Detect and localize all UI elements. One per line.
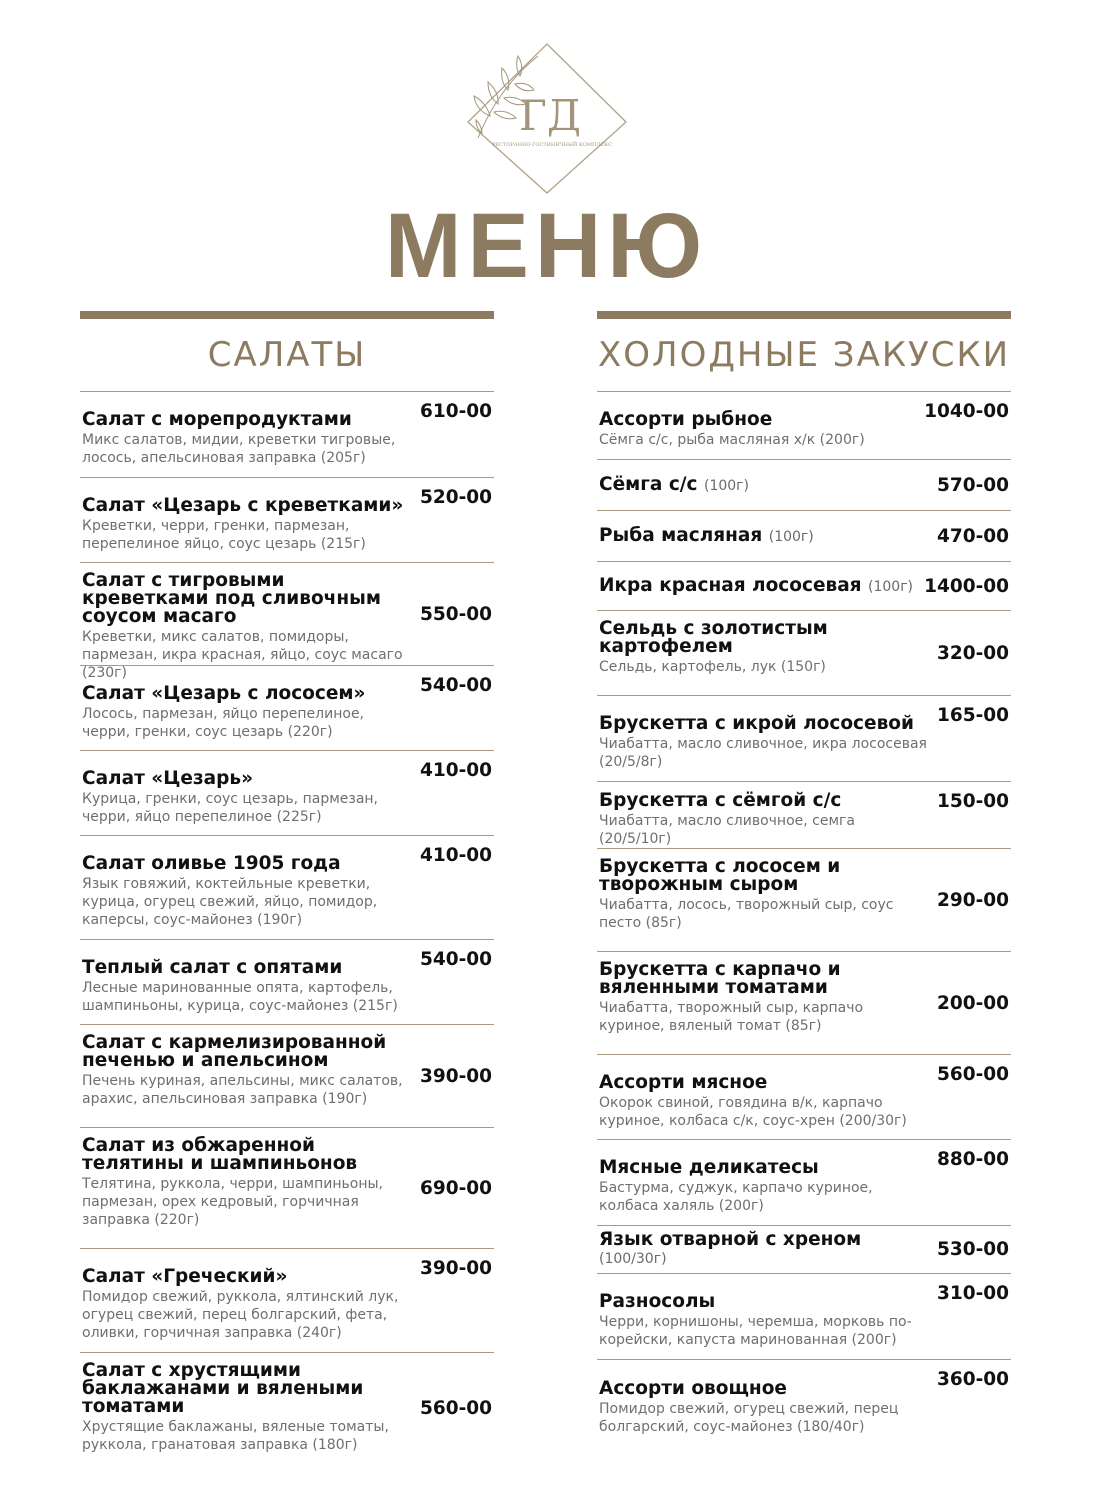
item-name: Икра красная лососевая (100г) <box>599 574 914 596</box>
menu-item <box>597 511 1011 562</box>
item-name: Брускетта с лососем и творожным сыром <box>599 856 841 895</box>
salads-section <box>80 311 494 1463</box>
item-description: Курица, гренки, соус цезарь, пармезан, черри, яйцо перепелиное (225г) <box>82 790 379 825</box>
menu-item <box>80 1249 494 1353</box>
item-price: 290-00 <box>936 889 1009 911</box>
item-name: Брускетта с икрой лососевой <box>599 713 914 734</box>
item-name: Язык отварной с хреном (100/30г) <box>599 1229 862 1267</box>
item-description: Микс салатов, мидии, креветки тигровые, лосось, апельсиновая заправка (205г) <box>82 432 396 466</box>
section-divider <box>80 311 494 319</box>
item-description: Лосось, пармезан, яйцо перепелиное, черри, гренки, соус цезарь (220г) <box>82 705 365 740</box>
menu-item <box>597 782 1011 849</box>
menu-item <box>80 1128 494 1249</box>
menu-item <box>80 563 494 681</box>
item-description: Чиабатта, творожный сыр, карпачо куриное, вяленый томат (85г) <box>599 1000 864 1034</box>
page-title: МЕНЮ <box>384 195 709 297</box>
cold-appetizers-section <box>597 311 1011 1446</box>
item-price: 520-00 <box>419 487 492 508</box>
menu-item <box>80 1353 494 1463</box>
item-price: 150-00 <box>936 791 1009 812</box>
item-price: 410-00 <box>419 760 492 781</box>
item-description: Креветки, микс салатов, помидоры, пармезан, икра красная, яйцо, соус масаго (230г) <box>82 629 403 681</box>
item-description: Окорок свиной, говядина в/к, карпачо куриное, колбаса с/к, соус-хрен (200/30г) <box>599 1094 907 1129</box>
item-price: 390-00 <box>419 1065 492 1087</box>
menu-item <box>597 849 1011 952</box>
section-divider <box>597 311 1011 319</box>
item-description: Сельдь, картофель, лук (150г) <box>599 659 826 675</box>
menu-item <box>80 392 494 478</box>
menu-item <box>597 611 1011 696</box>
item-price: 690-00 <box>419 1177 492 1199</box>
menu-item <box>80 1025 494 1128</box>
item-description: Чиабатта, масло сливочное, семга (20/5/10г) <box>599 812 855 847</box>
item-price: 200-00 <box>936 992 1009 1014</box>
item-name: Ассорти рыбное <box>599 409 773 430</box>
item-weight: (100/30г) <box>599 1251 667 1267</box>
menu-item <box>80 666 494 751</box>
item-name: Теплый салат с опятами <box>82 956 343 978</box>
item-name: Ассорти мясное <box>599 1071 768 1093</box>
item-name: Салат «Цезарь с креветками» <box>82 494 404 516</box>
item-price: 540-00 <box>419 949 492 970</box>
item-description: Хрустящие баклажаны, вяленые томаты, руккола, гранатовая заправка (180г) <box>82 1419 389 1453</box>
item-price: 560-00 <box>936 1064 1009 1085</box>
item-description: Чиабатта, лосось, творожный сыр, соус песто (85г) <box>599 897 894 931</box>
menu-item <box>597 1274 1011 1360</box>
item-price: 540-00 <box>419 675 492 696</box>
menu-item <box>597 392 1011 460</box>
item-description: Чиабатта, масло сливочное, икра лососевая (20/5/8г) <box>599 736 927 770</box>
item-price: 1040-00 <box>924 401 1009 422</box>
item-description: Лесные маринованные опята, картофель, шампиньоны, курица, соус-майонез (215г) <box>82 979 398 1014</box>
item-name: Мясные деликатесы <box>599 1157 819 1178</box>
menu-item <box>80 940 494 1025</box>
item-name: Ассорти овощное <box>599 1377 787 1399</box>
item-description: Бастурма, суджук, карпачо куриное, колбаса халяль (200г) <box>599 1180 873 1214</box>
item-name: Салат «Греческий» <box>82 1266 288 1287</box>
item-price: 550-00 <box>419 603 492 625</box>
item-price: 530-00 <box>936 1239 1009 1260</box>
logo-caption: РЕСТОРАННО-ГОСТИНИЧНЫЙ КОМПЛЕКС <box>492 142 612 148</box>
item-description: Язык говяжий, коктейльные креветки, курица, огурец свежий, яйцо, помидор, каперсы, соус-майонез (190г) <box>82 876 378 928</box>
item-name: Сельдь с золотистым картофелем <box>599 618 828 657</box>
item-name: Салат с тигровыми креветками под сливочным соусом масаго <box>82 570 381 627</box>
item-description: Черри, корнишоны, черемша, морковь по-корейски, капуста маринованная (200г) <box>599 1314 912 1348</box>
item-price: 560-00 <box>419 1397 492 1419</box>
item-description: Помидор свежий, огурец свежий, перец болгарский, соус-майонез (180/40г) <box>599 1400 899 1435</box>
menu-item <box>597 1226 1011 1274</box>
item-price: 390-00 <box>419 1258 492 1279</box>
item-name: Салат из обжаренной телятины и шампиньонов <box>82 1135 358 1174</box>
menu-item <box>597 460 1011 511</box>
menu-item <box>597 696 1011 782</box>
restaurant-logo <box>460 38 630 198</box>
item-name: Салат оливье 1905 года <box>82 853 341 874</box>
item-description: Телятина, руккола, черри, шампиньоны, пармезан, орех кедровый, горчичная заправка (220г) <box>82 1176 383 1228</box>
menu-item <box>597 1140 1011 1226</box>
item-price: 410-00 <box>419 845 492 866</box>
item-price: 310-00 <box>936 1283 1009 1304</box>
item-weight: (100г) <box>703 477 749 494</box>
item-name: Салат с морепродуктами <box>82 409 352 430</box>
item-name: Салат с кармелизированной печенью и апельсином <box>82 1032 387 1071</box>
item-name: Салат «Цезарь» <box>82 767 254 789</box>
menu-item <box>80 751 494 836</box>
item-name: Брускетта с сёмгой с/с <box>599 789 842 811</box>
menu-item <box>597 562 1011 611</box>
item-name: Салат с хрустящими баклажанами и вялеными томатами <box>82 1360 364 1417</box>
menu-item <box>597 952 1011 1055</box>
item-name: Брускетта с карпачо и вяленными томатами <box>599 959 841 998</box>
cold-appetizers-heading: ХОЛОДНЫЕ ЗАКУСКИ <box>597 319 1011 392</box>
menu-item <box>597 1360 1011 1446</box>
menu-item <box>80 478 494 563</box>
item-name: Салат «Цезарь с лососем» <box>82 682 366 704</box>
item-price: 165-00 <box>936 705 1009 726</box>
item-price: 880-00 <box>936 1149 1009 1170</box>
item-name: Рыба масляная (100г) <box>599 524 814 546</box>
item-price: 470-00 <box>936 525 1009 547</box>
item-description: Помидор свежий, руккола, ялтинский лук, огурец свежий, перец болгарский, фета, оливки, горчичная заправка (240г) <box>82 1289 399 1341</box>
logo-monogram: ГД <box>519 91 581 140</box>
item-price: 360-00 <box>936 1369 1009 1390</box>
item-price: 1400-00 <box>924 575 1009 597</box>
item-description: Печень куриная, апельсины, микс салатов, арахис, апельсиновая заправка (190г) <box>82 1073 403 1107</box>
item-name: Разносолы <box>599 1291 716 1312</box>
item-description: Креветки, черри, гренки, пармезан, перепелиное яйцо, соус цезарь (215г) <box>82 517 366 552</box>
menu-item <box>80 836 494 940</box>
item-price: 320-00 <box>936 642 1009 664</box>
item-description: Сёмга с/с, рыба масляная х/к (200г) <box>599 432 865 448</box>
menu-item <box>597 1055 1011 1140</box>
item-price: 570-00 <box>936 474 1009 496</box>
item-weight: (100г) <box>868 578 914 595</box>
salads-heading: САЛАТЫ <box>80 319 494 392</box>
item-name: Сёмга с/с (100г) <box>599 473 749 495</box>
item-weight: (100г) <box>768 528 814 545</box>
item-price: 610-00 <box>419 401 492 422</box>
